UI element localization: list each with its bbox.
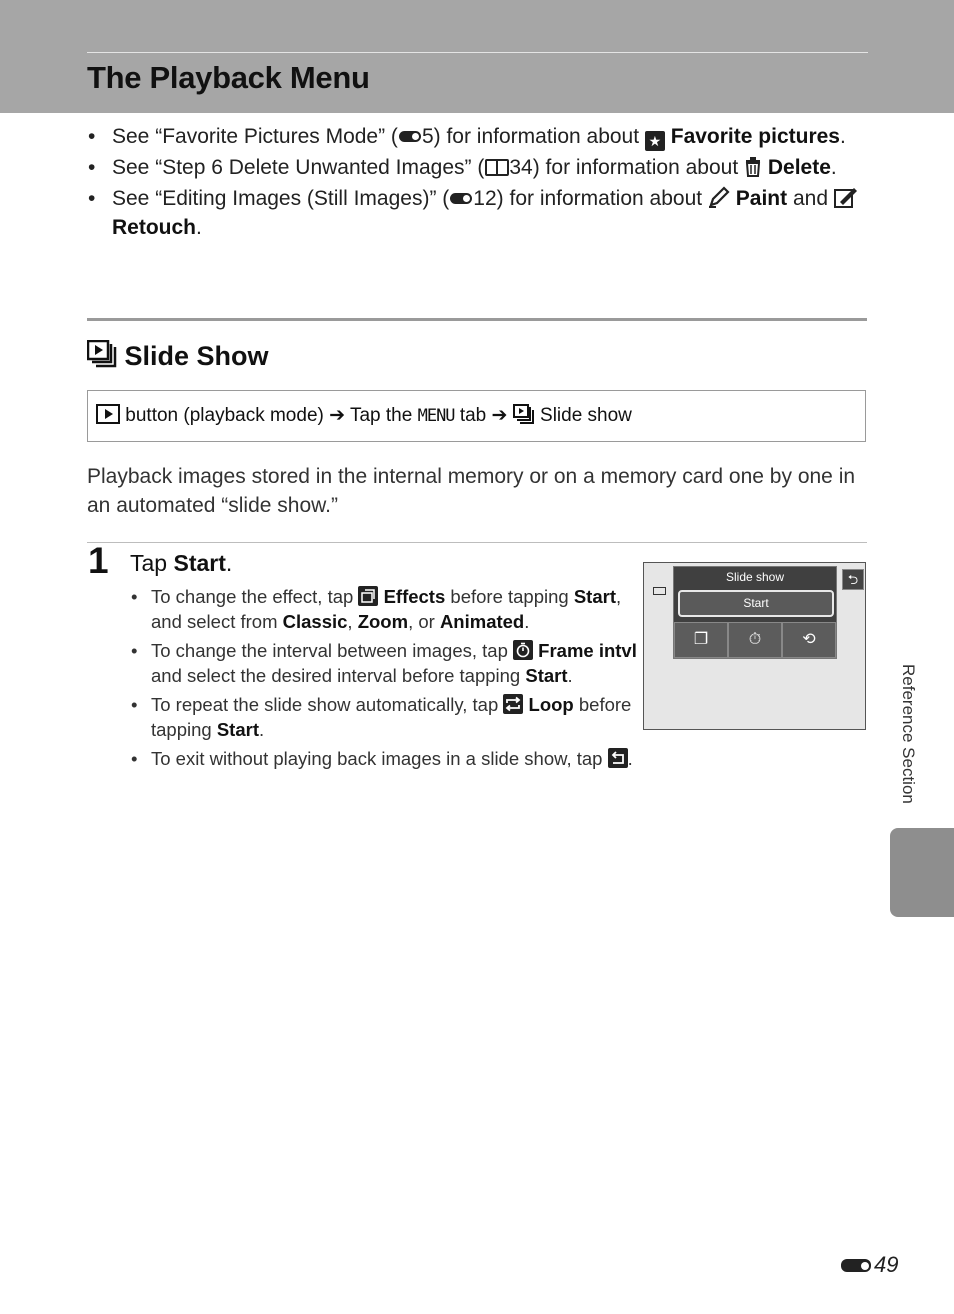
page-title: The Playback Menu: [87, 60, 370, 95]
bullet-paint-retouch: • See “Editing Images (Still Images)” ( 12) for information about Paint and Retouch.: [88, 184, 878, 242]
bullet-exit: • To exit without playing back images in a slide show, tap .: [131, 746, 651, 771]
battery-icon: [653, 587, 666, 595]
timer-icon: ⏱: [748, 631, 762, 648]
trash-icon: [744, 157, 762, 177]
step-bullet-list: [131, 584, 651, 775]
menu-title: Slide show: [725, 570, 785, 584]
reference-e-icon: [450, 190, 472, 206]
bullet-favorite: • See “Favorite Pictures Mode” ( 5) for information about ★ Favorite pictures.: [88, 122, 878, 151]
section-title: Slide Show: [87, 340, 269, 372]
back-button[interactable]: ⮌: [842, 569, 864, 590]
section-rule: [87, 318, 867, 321]
loop-icon: [503, 694, 523, 714]
bullet-effects: • To change the effect, tap Effects before tapping Start, and select from Classic, Zoom, or Animated.: [131, 584, 651, 634]
menu-path-box: button (playback mode) ➔ Tap the MENU tab ➔ Slide show: [87, 390, 866, 442]
loop-icon: ⟲: [802, 631, 816, 648]
bullet-loop: • To repeat the slide show automatically, tap Loop before tapping Start.: [131, 692, 651, 742]
effects-icon: [358, 586, 378, 606]
step-number: 1: [88, 540, 109, 581]
start-button[interactable]: Start: [678, 590, 834, 617]
camera-screen-illustration: [643, 562, 866, 730]
retouch-icon: [834, 186, 858, 208]
playback-button-icon: [96, 404, 120, 424]
intro-paragraph: Playback images stored in the internal memory or on a memory card one by one in an automated “slide show.”: [87, 465, 856, 517]
frame-interval-button[interactable]: [728, 622, 782, 658]
slide-show-icon: [513, 404, 535, 424]
header-rule: [87, 52, 868, 53]
frame-interval-icon: [513, 640, 533, 660]
menu-option-row: [674, 622, 836, 658]
effects-button[interactable]: [674, 622, 728, 658]
intro-bullet-list: [88, 122, 878, 244]
page-number: 49: [840, 1252, 898, 1278]
favorite-star-icon: ★: [645, 131, 665, 151]
step-title: Tap Start.: [130, 550, 233, 576]
arrow-right-icon: ➔: [329, 405, 346, 426]
back-icon: [608, 748, 628, 768]
step-rule: [87, 542, 867, 543]
bullet-frame-interval: • To change the interval between images, tap Frame intvl and select the desired interval before tapping Start.: [131, 638, 651, 688]
arrow-right-icon: ➔: [491, 405, 508, 426]
header-band: [0, 0, 954, 113]
effects-icon: ❐: [693, 631, 709, 648]
loop-button[interactable]: [782, 622, 836, 658]
slide-show-menu-panel: [673, 566, 837, 659]
reference-e-icon: [399, 128, 421, 144]
reference-e-icon: [841, 1256, 871, 1274]
bullet-delete: • See “Step 6 Delete Unwanted Images” ( 34) for information about Delete.: [88, 153, 878, 182]
paint-pencil-icon: [708, 186, 730, 208]
slide-show-icon: [87, 340, 117, 368]
side-section-tab: [890, 828, 954, 917]
reference-book-icon: [485, 159, 509, 176]
side-section-label: Reference Section: [899, 664, 918, 804]
